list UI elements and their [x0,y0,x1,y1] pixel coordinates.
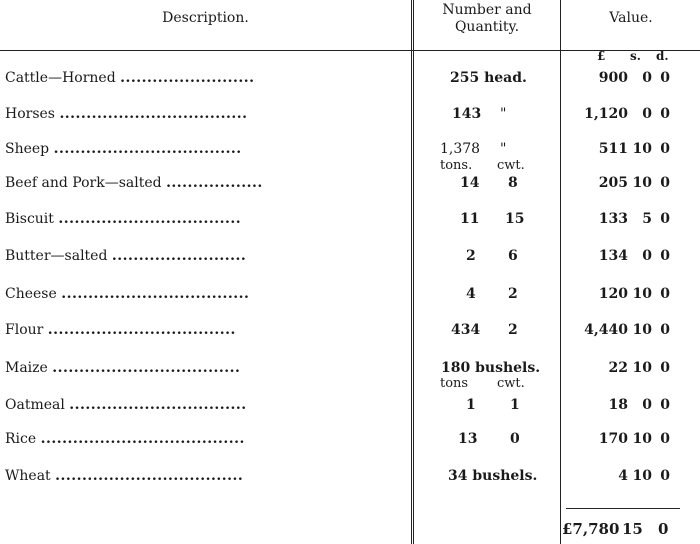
table-row [0,320,700,340]
row-shillings: 10 [632,360,652,376]
leader-dots: ................................. [69,397,247,413]
leader-dots: ................................... [52,360,241,376]
row-description: Biscuit [5,211,54,227]
header-pence: d. [656,49,669,63]
table-row [0,139,700,159]
row-quantity: 143 [452,106,482,122]
row-pounds: 900 [598,70,628,86]
table-row [0,358,700,378]
header-rule [0,50,700,51]
row-quantity: 34 bushels. [448,468,538,484]
row-description: Butter—salted [5,248,108,264]
table-row [0,104,700,124]
header-description: Description. [162,10,249,26]
row-shillings: 0 [642,106,652,122]
row-cwt: 8 [508,175,518,191]
table-row [0,209,700,229]
row-shillings: 10 [632,286,652,302]
table-row [0,466,700,486]
row-pence: 0 [660,248,670,264]
leader-dots: ......................... [120,70,255,86]
header-shillings: s. [630,49,641,63]
table-row [0,68,700,88]
leader-dots: .................. [166,175,263,191]
unit-header-tons: tons. [440,158,473,173]
row-pence: 0 [660,360,670,376]
header-quantity-line2: Quantity. [454,19,520,35]
row-description: Cattle—Horned [5,70,116,86]
row-pounds: 22 [608,360,628,376]
row-shillings: 10 [632,431,652,447]
row-pounds: 511 [598,141,628,157]
row-cwt: 2 [508,286,518,302]
row-cwt: 6 [508,248,518,264]
row-pounds: 1,120 [584,106,628,122]
row-tons: 1 [466,397,476,413]
row-description: Wheat [5,468,51,484]
row-pence: 0 [660,106,670,122]
row-description: Cheese [5,286,57,302]
row-quantity: 180 bushels. [441,360,541,376]
row-pounds: 205 [598,175,628,191]
row-shillings: 0 [642,248,652,264]
row-tons: 14 [460,175,480,191]
row-tons: 11 [460,211,480,227]
total-rule [566,508,680,509]
row-description: Horses [5,106,55,122]
header-quantity-line1: Number and [442,2,532,18]
row-pence: 0 [660,322,670,338]
row-cwt: 15 [505,211,525,227]
row-tons: 13 [458,431,478,447]
row-pence: 0 [660,286,670,302]
total-shillings: 15 [622,520,643,538]
total-pence: 0 [658,520,669,538]
row-cwt: 0 [510,431,520,447]
table-row [0,246,700,266]
row-quantity-ditto: " [500,141,507,157]
row-pence: 0 [660,397,670,413]
row-shillings: 0 [642,70,652,86]
row-tons: 434 [451,322,481,338]
row-pounds: 134 [598,248,628,264]
unit-header-tons: tons [440,376,469,391]
row-pence: 0 [660,211,670,227]
row-pounds: 4 [618,468,628,484]
row-pence: 0 [660,141,670,157]
row-quantity: 1,378 [440,141,481,157]
row-pounds: 170 [598,431,628,447]
row-pence: 0 [660,468,670,484]
header-pounds: £ [597,49,606,63]
leader-dots: ................................... [55,468,244,484]
row-pounds: 4,440 [584,322,628,338]
row-pence: 0 [660,70,670,86]
table-row [0,429,700,449]
row-shillings: 10 [632,141,652,157]
row-quantity: 255 head. [450,70,527,86]
row-pounds: 133 [598,211,628,227]
row-shillings: 5 [642,211,652,227]
row-tons: 4 [466,286,476,302]
leader-dots: ................................... [59,106,248,122]
table-row [0,395,700,415]
row-cwt: 2 [508,322,518,338]
row-description: Flour [5,322,44,338]
row-description: Beef and Pork—salted [5,175,162,191]
row-pounds: 120 [598,286,628,302]
row-description: Rice [5,431,37,447]
row-cwt: 1 [510,397,520,413]
row-description: Sheep [5,141,50,157]
row-shillings: 10 [632,468,652,484]
unit-header-cwt: cwt. [497,158,525,173]
row-pounds: 18 [608,397,628,413]
row-quantity-ditto: " [500,106,507,122]
row-shillings: 0 [642,397,652,413]
leader-dots: ......................... [111,248,247,264]
row-pence: 0 [660,431,670,447]
leader-dots: ...................................... [40,431,245,447]
leader-dots: ................................... [53,141,242,157]
leader-dots: ................................... [47,322,236,338]
row-shillings: 10 [632,175,652,191]
unit-header-cwt: cwt. [497,376,525,391]
table-row [0,284,700,304]
table-row [0,173,700,193]
row-shillings: 10 [632,322,652,338]
total-pounds: £7,780 [562,520,620,538]
row-pence: 0 [660,175,670,191]
leader-dots: ................................... [61,286,250,302]
row-description: Oatmeal [5,397,65,413]
row-description: Maize [5,360,48,376]
leader-dots: .................................. [58,211,242,227]
header-value: Value. [609,10,653,26]
row-tons: 2 [466,248,476,264]
